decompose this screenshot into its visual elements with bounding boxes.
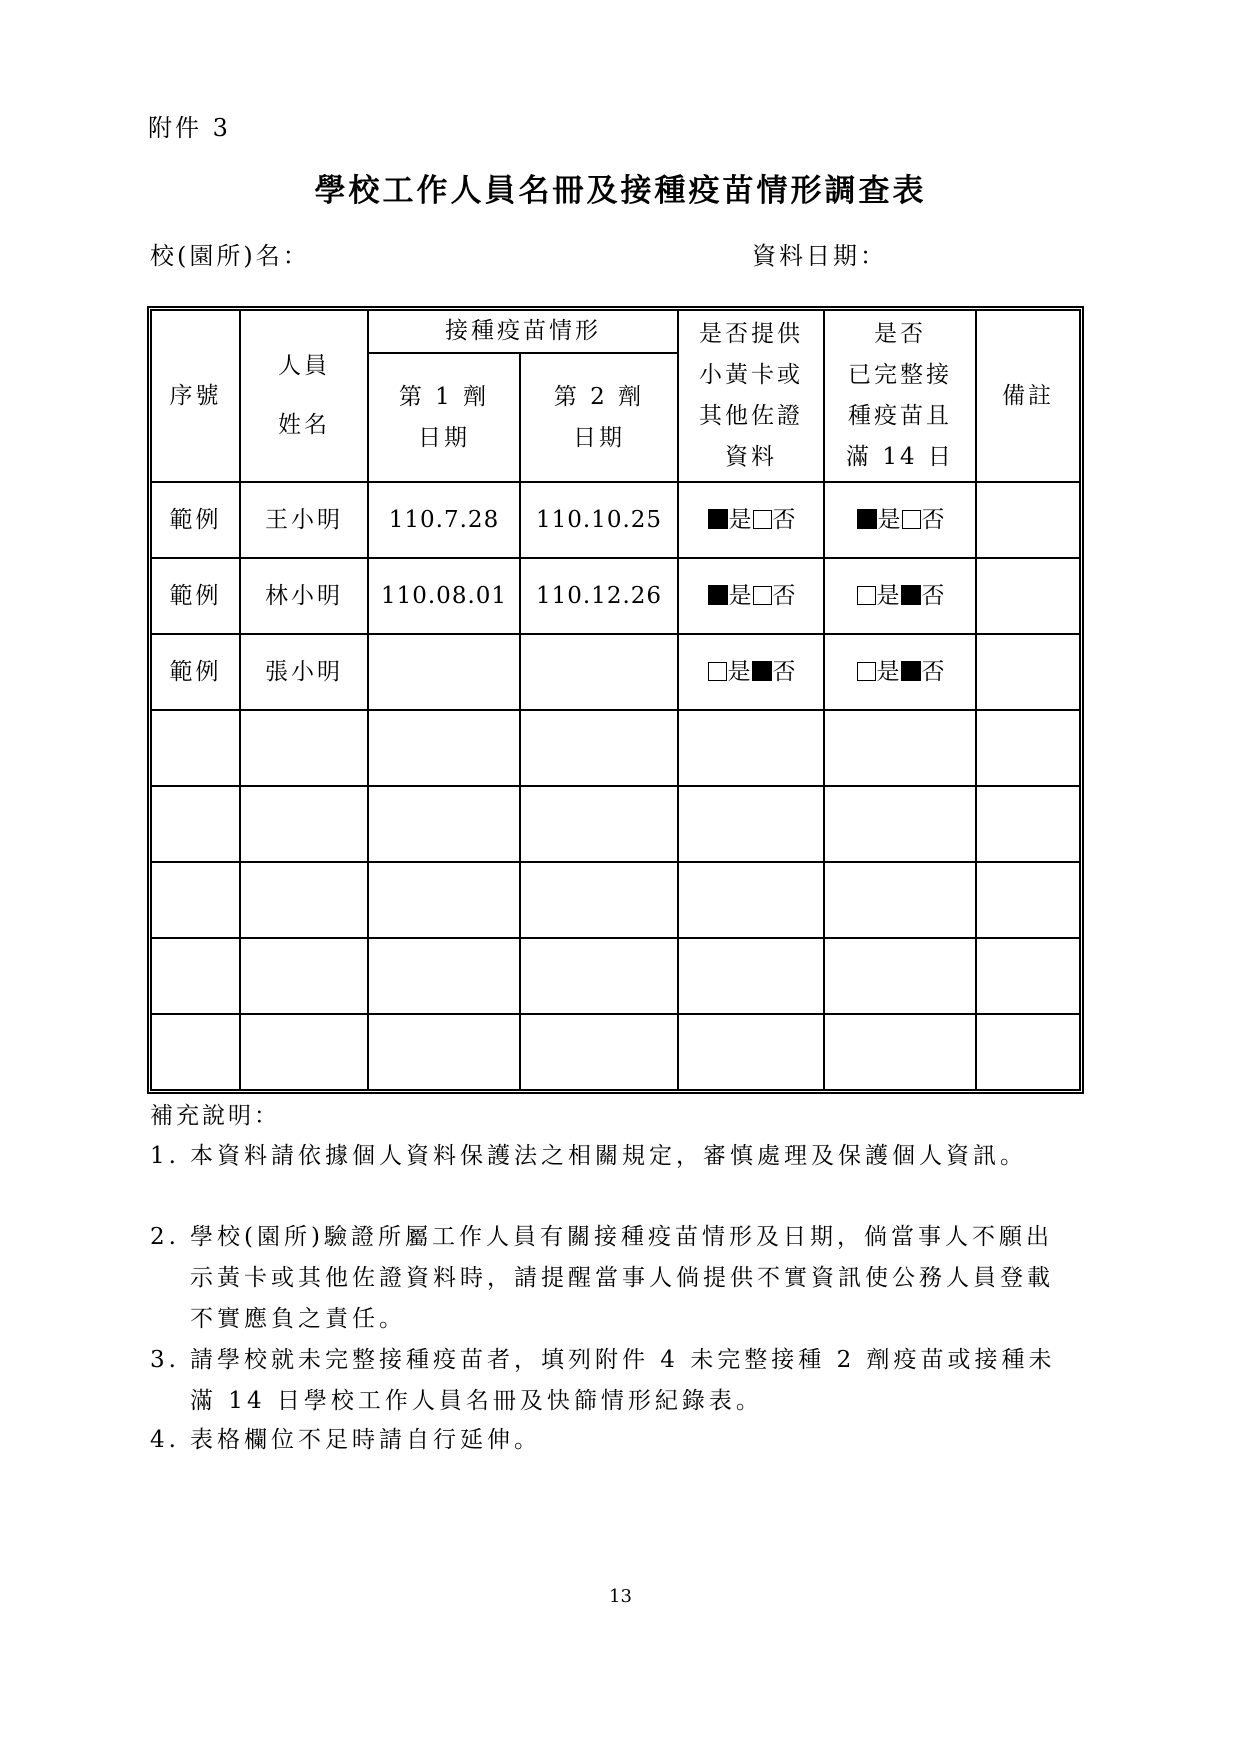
header-staff-line1: 人員 bbox=[278, 353, 330, 379]
header-dose1-line1: 第 1 劑 bbox=[398, 383, 490, 410]
no-checkbox bbox=[901, 585, 921, 605]
cell-dose1: 110.08.01 bbox=[368, 558, 520, 634]
header-complete bbox=[824, 310, 976, 482]
table-row bbox=[151, 1014, 1080, 1090]
cell-complete bbox=[824, 634, 976, 710]
cell-name bbox=[240, 938, 368, 1014]
yes-checkbox bbox=[708, 509, 728, 529]
cell-serial bbox=[151, 1014, 240, 1090]
cell-remarks bbox=[976, 710, 1080, 786]
cell-dose1 bbox=[368, 710, 520, 786]
cell-complete bbox=[824, 1014, 976, 1090]
no-label: 否 bbox=[772, 506, 796, 533]
header-remarks: 備註 bbox=[976, 310, 1080, 482]
no-label: 否 bbox=[921, 582, 945, 609]
notes-heading: 補充說明： bbox=[150, 1103, 280, 1129]
note-item bbox=[150, 1217, 1070, 1340]
cell-dose1 bbox=[368, 634, 520, 710]
header-staff-line2: 姓名 bbox=[278, 412, 330, 438]
yes-label: 是 bbox=[876, 582, 900, 609]
header-proof-line4: 資料 bbox=[725, 444, 777, 470]
no-checkbox bbox=[752, 661, 772, 681]
note-text: 表格欄位不足時請自行延伸。 bbox=[190, 1427, 541, 1453]
cell-dose1 bbox=[368, 786, 520, 862]
cell-dose1 bbox=[368, 862, 520, 938]
cell-name: 王小明 bbox=[240, 482, 368, 558]
cell-dose1 bbox=[368, 938, 520, 1014]
attachment-label: 附件 3 bbox=[148, 114, 231, 142]
cell-remarks bbox=[976, 558, 1080, 634]
header-dose2-line2: 日期 bbox=[573, 424, 625, 451]
cell-proof bbox=[678, 786, 824, 862]
yes-checkbox bbox=[708, 662, 727, 681]
note-number: 2. bbox=[150, 1224, 180, 1250]
note-item bbox=[150, 1340, 1070, 1422]
header-complete-line2: 已完整接 bbox=[848, 362, 952, 388]
cell-serial bbox=[151, 710, 240, 786]
note-text: 本資料請依據個人資料保護法之相關規定，審慎處理及保護個人資訊。 bbox=[190, 1143, 1027, 1169]
cell-proof bbox=[678, 634, 824, 710]
school-name-label: 校(園所)名： bbox=[150, 242, 310, 270]
table-row bbox=[151, 786, 1080, 862]
cell-dose2: 110.12.26 bbox=[520, 558, 678, 634]
yes-label: 是 bbox=[877, 506, 901, 533]
cell-complete bbox=[824, 786, 976, 862]
cell-complete bbox=[824, 558, 976, 634]
header-complete-line3: 種疫苗且 bbox=[848, 403, 952, 429]
vaccination-table bbox=[150, 309, 1081, 1091]
cell-proof bbox=[678, 482, 824, 558]
cell-name bbox=[240, 786, 368, 862]
header-proof-line3: 其他佐證 bbox=[699, 403, 803, 429]
cell-complete bbox=[824, 710, 976, 786]
cell-proof bbox=[678, 862, 824, 938]
note-item bbox=[150, 1420, 1070, 1461]
yes-checkbox bbox=[857, 662, 876, 681]
header-serial: 序號 bbox=[151, 310, 240, 482]
yes-label: 是 bbox=[727, 658, 751, 685]
cell-serial bbox=[151, 862, 240, 938]
yes-checkbox bbox=[708, 585, 728, 605]
header-dose1-line2: 日期 bbox=[418, 424, 470, 451]
cell-dose2 bbox=[520, 862, 678, 938]
cell-dose2 bbox=[520, 786, 678, 862]
header-dose2 bbox=[520, 353, 678, 482]
note-item bbox=[150, 1136, 1070, 1177]
yes-checkbox bbox=[857, 586, 876, 605]
cell-dose1: 110.7.28 bbox=[368, 482, 520, 558]
cell-remarks bbox=[976, 938, 1080, 1014]
cell-serial bbox=[151, 786, 240, 862]
no-label: 否 bbox=[921, 658, 945, 685]
header-staff-name bbox=[240, 310, 368, 482]
yes-label: 是 bbox=[876, 658, 900, 685]
cell-name: 張小明 bbox=[240, 634, 368, 710]
header-vaccination-group: 接種疫苗情形 bbox=[368, 310, 678, 353]
header-proof-line2: 小黃卡或 bbox=[699, 362, 803, 388]
no-label: 否 bbox=[772, 582, 796, 609]
cell-dose2 bbox=[520, 1014, 678, 1090]
header-proof bbox=[678, 310, 824, 482]
cell-serial: 範例 bbox=[151, 558, 240, 634]
cell-complete bbox=[824, 938, 976, 1014]
table-row bbox=[151, 482, 1080, 558]
data-date-label: 資料日期： bbox=[752, 242, 887, 270]
header-complete-line1: 是否 bbox=[874, 321, 926, 347]
cell-name bbox=[240, 862, 368, 938]
cell-name bbox=[240, 1014, 368, 1090]
cell-dose2 bbox=[520, 710, 678, 786]
header-dose1 bbox=[368, 353, 520, 482]
cell-dose1 bbox=[368, 1014, 520, 1090]
table-row bbox=[151, 862, 1080, 938]
note-text: 學校(園所)驗證所屬工作人員有關接種疫苗情形及日期，倘當事人不願出示黃卡或其他佐證資料時，請提醒當事人倘提供不實資訊使公務人員登載不實應負之責任。 bbox=[190, 1224, 1054, 1332]
cell-proof bbox=[678, 710, 824, 786]
note-number: 3. bbox=[150, 1347, 180, 1373]
yes-label: 是 bbox=[728, 582, 752, 609]
cell-remarks bbox=[976, 482, 1080, 558]
cell-serial: 範例 bbox=[151, 634, 240, 710]
table-row bbox=[151, 710, 1080, 786]
no-checkbox bbox=[902, 510, 921, 529]
yes-label: 是 bbox=[728, 506, 752, 533]
page-title: 學校工作人員名冊及接種疫苗情形調查表 bbox=[314, 173, 927, 209]
cell-complete bbox=[824, 482, 976, 558]
cell-dose2 bbox=[520, 634, 678, 710]
cell-name bbox=[240, 710, 368, 786]
no-label: 否 bbox=[772, 658, 796, 685]
cell-proof bbox=[678, 1014, 824, 1090]
cell-proof bbox=[678, 558, 824, 634]
cell-serial: 範例 bbox=[151, 482, 240, 558]
yes-checkbox bbox=[857, 509, 877, 529]
no-checkbox bbox=[753, 510, 772, 529]
header-dose2-line1: 第 2 劑 bbox=[553, 383, 645, 410]
cell-name: 林小明 bbox=[240, 558, 368, 634]
note-text: 請學校就未完整接種疫苗者，填列附件 4 未完整接種 2 劑疫苗或接種未滿 14 日學校工作人員名冊及快篩情形紀錄表。 bbox=[190, 1347, 1056, 1414]
note-number: 1. bbox=[150, 1143, 180, 1169]
note-number: 4. bbox=[150, 1427, 180, 1453]
no-checkbox bbox=[753, 586, 772, 605]
cell-proof bbox=[678, 938, 824, 1014]
table-row bbox=[151, 634, 1080, 710]
header-complete-line4: 滿 14 日 bbox=[846, 444, 954, 470]
table-row bbox=[151, 938, 1080, 1014]
cell-remarks bbox=[976, 634, 1080, 710]
cell-complete bbox=[824, 862, 976, 938]
no-checkbox bbox=[901, 661, 921, 681]
page-number: 13 bbox=[609, 1586, 632, 1607]
table-row bbox=[151, 558, 1080, 634]
cell-remarks bbox=[976, 1014, 1080, 1090]
cell-dose2: 110.10.25 bbox=[520, 482, 678, 558]
header-proof-line1: 是否提供 bbox=[699, 321, 803, 347]
cell-remarks bbox=[976, 862, 1080, 938]
no-label: 否 bbox=[921, 506, 945, 533]
cell-serial bbox=[151, 938, 240, 1014]
cell-remarks bbox=[976, 786, 1080, 862]
cell-dose2 bbox=[520, 938, 678, 1014]
